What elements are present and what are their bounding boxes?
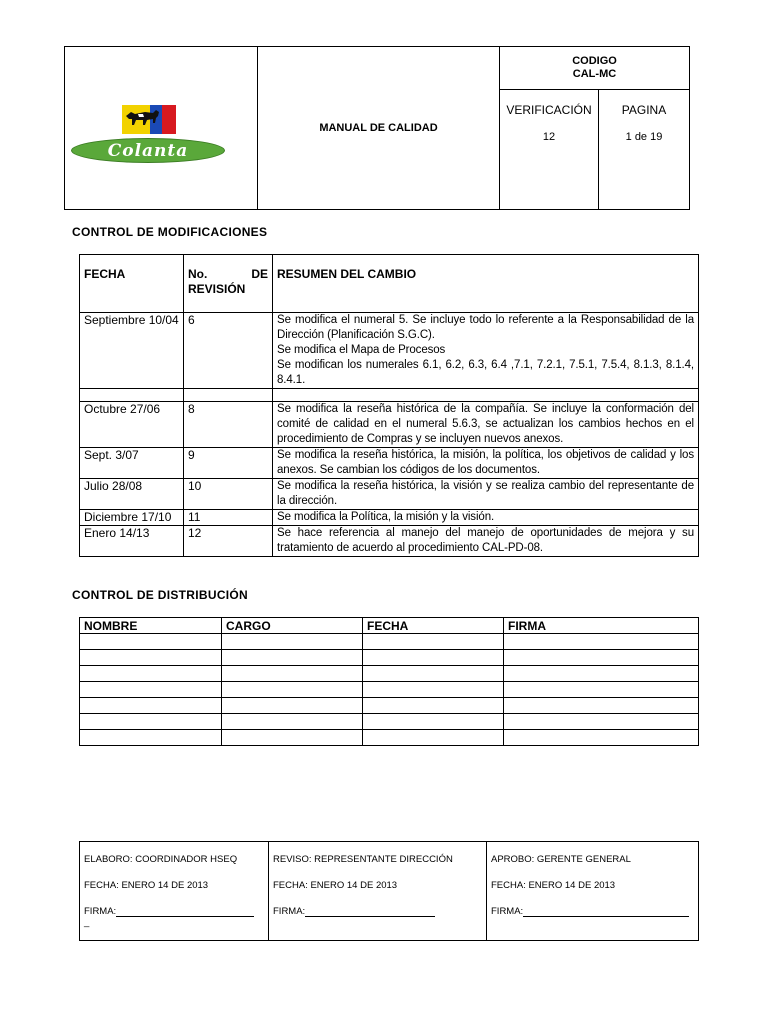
distribution-cell bbox=[363, 730, 504, 746]
modification-revision: 11 bbox=[184, 510, 273, 526]
table-row bbox=[80, 389, 699, 402]
column-header-fecha: FECHA bbox=[363, 618, 504, 634]
summary-line: Se modifican los numerales 6.1, 6.2, 6.3, 6.4 ,7.1, 7.2.1, 7.5.1, 7.5.4, 8.1.3, 8.1.4, 8.4.1. bbox=[277, 359, 694, 386]
modification-date: Enero 14/13 bbox=[80, 526, 184, 557]
table-row bbox=[80, 313, 699, 389]
modification-revision: 10 bbox=[184, 479, 273, 510]
distribution-cell bbox=[222, 634, 363, 650]
modification-revision: 12 bbox=[184, 526, 273, 557]
modification-revision: 9 bbox=[184, 448, 273, 479]
column-header-nombre: NOMBRE bbox=[80, 618, 222, 634]
modification-summary bbox=[273, 479, 699, 510]
distribution-cell bbox=[504, 666, 699, 682]
summary-line: Se modifica el Mapa de Procesos bbox=[277, 344, 446, 356]
distribution-cell bbox=[504, 730, 699, 746]
company-logo bbox=[71, 105, 225, 165]
summary-line: Se modifica la reseña histórica de la compañía. Se incluye la conformación del comité de calidad en el numeral 5.6.3, se actualizan los cambios hechos en el procedimiento de Compras y se incluyen nuevos anexos. bbox=[277, 403, 694, 445]
distribution-cell bbox=[80, 730, 222, 746]
summary-line: Se hace referencia al manejo del manejo de oportunidades de mejora y su tratamiento de acuerdo al procedimiento CAL-PD-08. bbox=[277, 527, 694, 554]
modification-date: Septiembre 10/04 bbox=[80, 313, 184, 389]
distribution-cell bbox=[363, 714, 504, 730]
distribution-cell bbox=[80, 666, 222, 682]
distribution-cell bbox=[363, 634, 504, 650]
document-header bbox=[64, 46, 690, 210]
distribution-cell bbox=[80, 634, 222, 650]
page-cell: PAGINA 1 de 19 bbox=[599, 90, 690, 210]
signature-field: FIRMA: bbox=[491, 906, 694, 917]
modification-summary bbox=[273, 402, 699, 448]
distribution-cell bbox=[222, 682, 363, 698]
signature-date: FECHA: ENERO 14 DE 2013 bbox=[491, 880, 616, 891]
table-header-row bbox=[80, 255, 699, 313]
distribution-cell bbox=[504, 682, 699, 698]
modification-date bbox=[80, 389, 184, 402]
table-header-row bbox=[80, 618, 699, 634]
modification-summary bbox=[273, 510, 699, 526]
table-row bbox=[80, 650, 699, 666]
distribution-cell bbox=[222, 730, 363, 746]
table-row bbox=[80, 666, 699, 682]
distribution-cell bbox=[504, 650, 699, 666]
signature-trailing: _ bbox=[84, 917, 90, 928]
signature-field: FIRMA: bbox=[273, 906, 482, 917]
signature-field: FIRMA: bbox=[84, 906, 264, 917]
signature-role: APROBO: GERENTE GENERAL bbox=[491, 854, 631, 865]
distribution-cell bbox=[363, 682, 504, 698]
distribution-cell bbox=[222, 650, 363, 666]
modifications-table bbox=[79, 254, 699, 557]
modifications-title: CONTROL DE MODIFICACIONES bbox=[72, 225, 268, 239]
distribution-title: CONTROL DE DISTRIBUCIÓN bbox=[72, 588, 249, 602]
table-row bbox=[80, 479, 699, 510]
cow-emblem-icon bbox=[122, 105, 176, 134]
summary-line: Se modifica la reseña histórica, la visión y se realiza cambio del representante de la dirección. bbox=[277, 480, 694, 507]
distribution-cell bbox=[222, 666, 363, 682]
distribution-table bbox=[79, 617, 699, 746]
signature-elaboro bbox=[80, 842, 269, 941]
distribution-cell bbox=[222, 698, 363, 714]
signature-aprobo bbox=[487, 842, 699, 941]
signature-role: ELABORO: COORDINADOR HSEQ bbox=[84, 854, 238, 865]
column-header-firma: FIRMA bbox=[504, 618, 699, 634]
table-row bbox=[80, 510, 699, 526]
distribution-cell bbox=[80, 698, 222, 714]
summary-line: Se modifica la reseña histórica, la misión, la política, los objetivos de calidad y los anexos. Se cambian los códigos de los documentos. bbox=[277, 449, 694, 476]
table-row bbox=[80, 698, 699, 714]
modification-summary bbox=[273, 448, 699, 479]
table-row bbox=[80, 634, 699, 650]
document-title: MANUAL DE CALIDAD bbox=[258, 47, 500, 210]
distribution-cell bbox=[80, 682, 222, 698]
table-row bbox=[80, 526, 699, 557]
document-code: CODIGO CAL-MC bbox=[500, 47, 690, 90]
modification-revision: 6 bbox=[184, 313, 273, 389]
signature-date: FECHA: ENERO 14 DE 2013 bbox=[273, 880, 398, 891]
distribution-cell bbox=[222, 714, 363, 730]
summary-line: Se modifica la Política, la misión y la visión. bbox=[277, 511, 495, 523]
column-header-date: FECHA bbox=[80, 255, 184, 313]
modification-summary bbox=[273, 526, 699, 557]
column-header-summary: RESUMEN DEL CAMBIO bbox=[273, 255, 699, 313]
distribution-cell bbox=[504, 634, 699, 650]
column-header-revision: No. DE REVISIÓN bbox=[184, 255, 273, 313]
distribution-cell bbox=[363, 666, 504, 682]
modification-revision: 8 bbox=[184, 402, 273, 448]
distribution-cell bbox=[504, 698, 699, 714]
table-row bbox=[80, 730, 699, 746]
table-row bbox=[80, 402, 699, 448]
verification-cell: VERIFICACIÓN 12 bbox=[500, 90, 599, 210]
modification-date: Diciembre 17/10 bbox=[80, 510, 184, 526]
signature-date: FECHA: ENERO 14 DE 2013 bbox=[84, 880, 209, 891]
modification-date: Octubre 27/06 bbox=[80, 402, 184, 448]
modification-date: Julio 28/08 bbox=[80, 479, 184, 510]
logo-cell bbox=[65, 47, 258, 210]
modification-summary bbox=[273, 313, 699, 389]
distribution-cell bbox=[363, 698, 504, 714]
approval-signatures bbox=[79, 841, 699, 941]
modification-date: Sept. 3/07 bbox=[80, 448, 184, 479]
summary-line: Se modifica el numeral 5. Se incluye todo lo referente a la Responsabilidad de la Dirección (Planificación S.G.C). bbox=[277, 314, 694, 341]
distribution-cell bbox=[80, 714, 222, 730]
distribution-cell bbox=[80, 650, 222, 666]
modification-summary bbox=[273, 389, 699, 402]
distribution-cell bbox=[504, 714, 699, 730]
signature-role: REVISO: REPRESENTANTE DIRECCIÓN bbox=[273, 854, 453, 865]
column-header-cargo: CARGO bbox=[222, 618, 363, 634]
signature-reviso bbox=[269, 842, 487, 941]
table-row bbox=[80, 448, 699, 479]
table-row bbox=[80, 682, 699, 698]
table-row bbox=[80, 714, 699, 730]
distribution-cell bbox=[363, 650, 504, 666]
modification-revision bbox=[184, 389, 273, 402]
colanta-wordmark: Colanta bbox=[71, 138, 225, 163]
